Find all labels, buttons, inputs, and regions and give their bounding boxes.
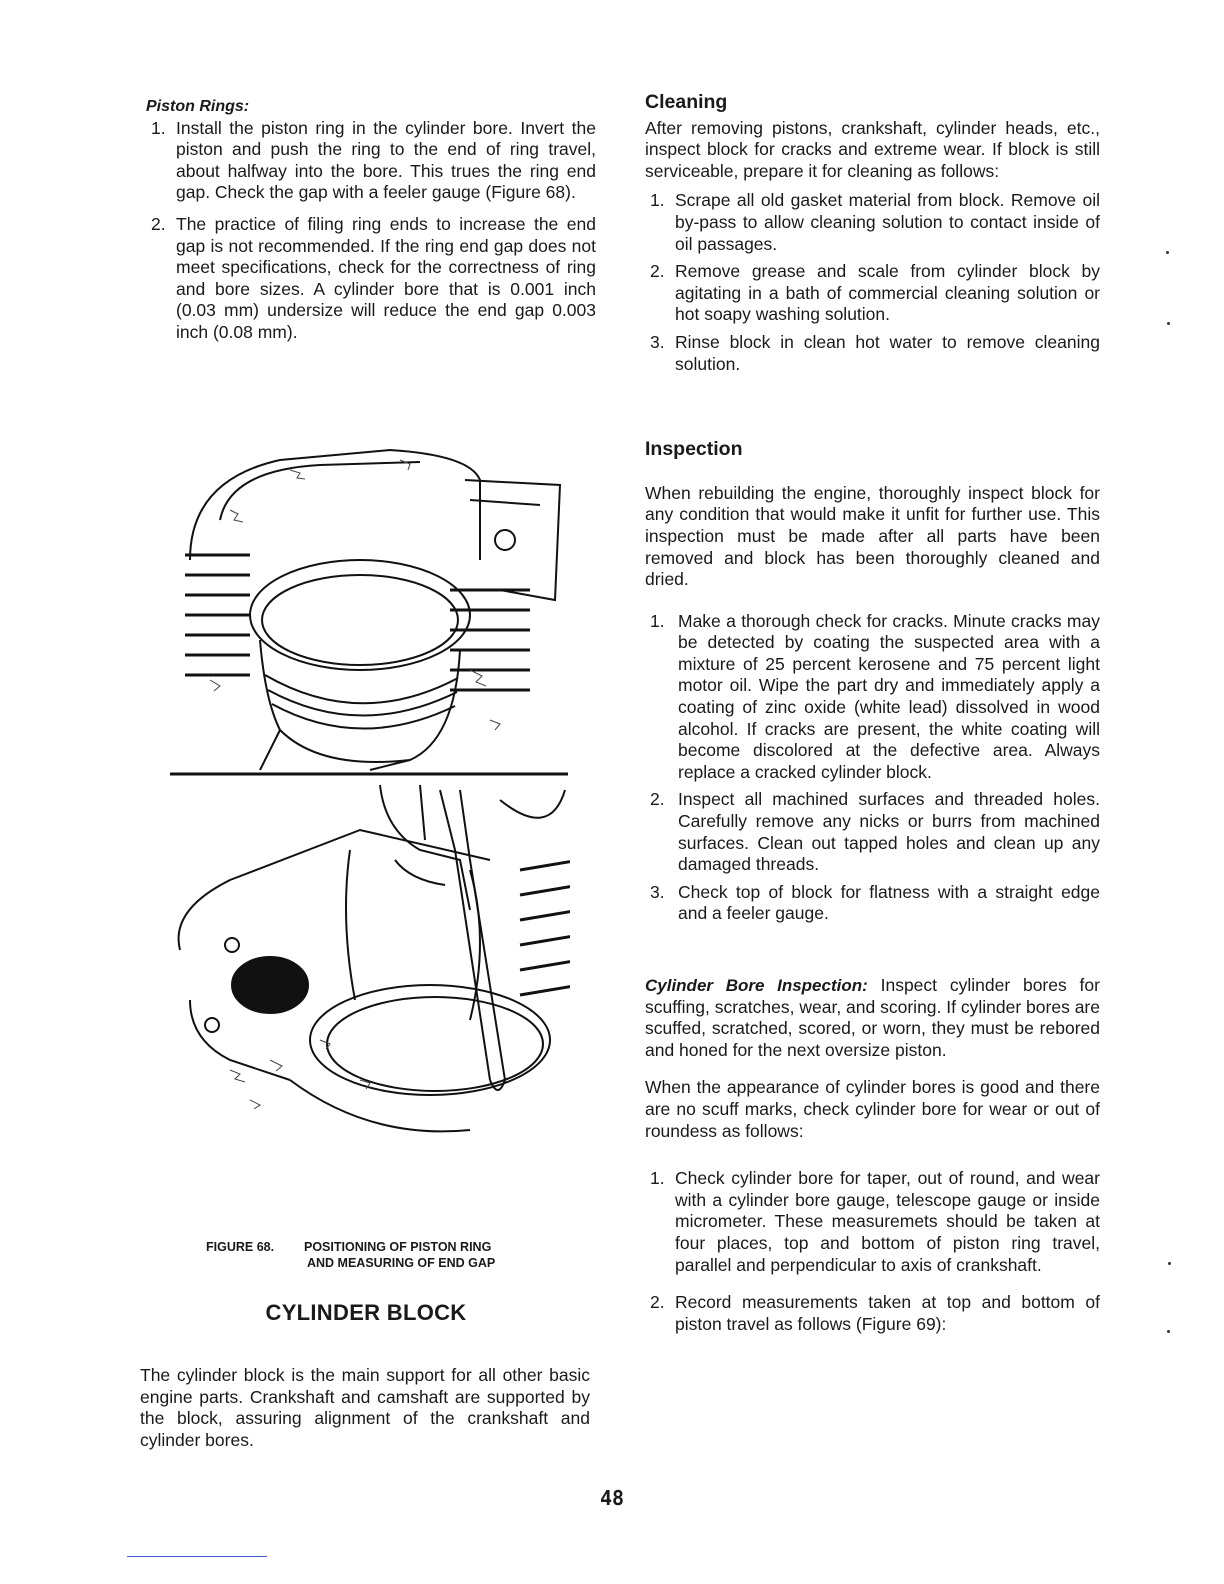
list-number: 1. <box>650 610 665 631</box>
list-item-text: Rinse block in clean hot water to remove cleaning solution. <box>675 331 1100 374</box>
list-item <box>645 882 1100 925</box>
inspection-list <box>645 611 1100 925</box>
right-column <box>645 92 1100 1335</box>
paragraph-text: The cylinder block is the main support for all other basic engine parts. Crankshaft and camshaft are supported by the block, assuring alignment of the crankshaft and cylinder bores. <box>140 1365 590 1450</box>
figure-caption-label: FIGURE 68. <box>206 1240 275 1254</box>
scan-speck <box>1168 1262 1171 1265</box>
list-item <box>645 611 1100 784</box>
cleaning-intro: After removing pistons, crankshaft, cylinder heads, etc., inspect block for cracks and extreme wear. If block is still serviceable, prepare it for cleaning as follows: <box>645 117 1100 181</box>
left-column <box>146 96 596 344</box>
list-item-text: Install the piston ring in the cylinder bore. Invert the piston and push the ring to the end of ring travel, about halfway into the bore. This trues the ring end gap. Check the gap with a feeler gauge (Figure 68). <box>176 117 596 203</box>
figure-caption <box>206 1239 546 1271</box>
list-number: 2. <box>650 261 665 282</box>
list-item-text: Check cylinder bore for taper, out of round, and wear with a cylinder bore gauge, telescope gauge or inside micrometer. These measuremets should be taken at four places, top and bottom of piston ring travel, parallel and perpendicular to axis of crankshaft. <box>675 1168 1100 1275</box>
list-number: 1. <box>151 117 166 138</box>
bore-inspection-heading: Cylinder Bore Inspection: <box>645 976 868 995</box>
bore-inspection-paragraph <box>645 975 1100 1061</box>
cylinder-block-title: CYLINDER BLOCK <box>265 1300 467 1325</box>
list-item-text: Record measurements taken at top and bottom of piston travel as follows (Figure 69): <box>675 1292 1100 1334</box>
list-number: 3. <box>650 881 665 902</box>
cleaning-heading: Cleaning <box>645 91 728 113</box>
cylinder-block-paragraph <box>140 1365 590 1451</box>
figure-caption-line1: POSITIONING OF PISTON RING <box>304 1240 492 1254</box>
bore-paragraph-2: When the appearance of cylinder bores is good and there are no scuff marks, check cylinder bore for wear or out of roundess as follows: <box>645 1077 1100 1141</box>
figure-68-illustration <box>170 440 570 1175</box>
inspection-heading: Inspection <box>645 438 743 461</box>
footer-rule <box>127 1556 267 1557</box>
cleaning-list <box>645 190 1100 375</box>
list-item <box>645 261 1100 326</box>
list-number: 2. <box>650 1292 665 1313</box>
inspection-intro: When rebuilding the engine, thoroughly inspect block for any condition that would make it unfit for further use. This inspection must be made after all parts have been removed and block has been thoroughly cleaned and dried. <box>645 482 1100 590</box>
list-item-text: Inspect all machined surfaces and threaded holes. Carefully remove any nicks or burrs from machined surfaces. Clean out tapped holes and clean up any damaged threads. <box>678 789 1100 875</box>
piston-rings-list <box>146 118 596 344</box>
bore-inspection-text: Inspect cylinder bores for scuffing, scratches, wear, and scoring. If cylinder bores are scuffed, scratched, scored, or worn, they must be rebored and honed for the next oversize piston. <box>645 975 1100 1060</box>
piston-rings-heading: Piston Rings: <box>146 98 250 115</box>
list-number: 2. <box>151 213 166 234</box>
list-item <box>645 1168 1100 1276</box>
list-item <box>146 118 596 204</box>
figure-caption-line2: AND MEASURING OF END GAP <box>307 1256 496 1270</box>
page-number: 48 <box>599 1486 625 1510</box>
scan-speck <box>1167 322 1170 325</box>
list-item-text: Remove grease and scale from cylinder block by agitating in a bath of commercial cleaning solution or hot soapy washing solution. <box>675 261 1100 325</box>
list-item-text: Check top of block for flatness with a straight edge and a feeler gauge. <box>678 881 1100 924</box>
list-item-text: Scrape all old gasket material from block. Remove oil by-pass to allow cleaning solution to contact inside of oil passages. <box>675 190 1100 254</box>
list-number: 1. <box>650 1168 665 1189</box>
list-item <box>645 190 1100 255</box>
bore-list <box>645 1168 1100 1335</box>
scan-speck <box>1166 251 1169 254</box>
list-item <box>645 332 1100 375</box>
list-number: 3. <box>650 331 665 352</box>
list-item-text: The practice of filing ring ends to increase the end gap is not recommended. If the ring end gap does not meet specifications, check for the correctness of ring and bore sizes. A cylinder bore that is 0.001 inch (0.03 mm) undersize will reduce the end gap 0.003 inch (0.08 mm). <box>176 213 596 342</box>
list-item <box>645 1292 1100 1335</box>
list-item-text: Make a thorough check for cracks. Minute cracks may be detected by coating the suspected area with a mixture of 25 percent kerosene and 75 percent light motor oil. Wipe the part dry and immediately apply a coating of zinc oxide (white lead) dissolved in wood alcohol. If cracks are present, the white coating will become discolored at the defective area. Always replace a cracked cylinder block. <box>678 610 1100 782</box>
scan-speck <box>1167 1330 1170 1333</box>
list-number: 1. <box>650 190 665 211</box>
list-number: 2. <box>650 789 665 810</box>
piston-ring-drawing <box>170 440 570 1175</box>
list-item <box>645 789 1100 875</box>
list-item <box>146 214 596 344</box>
